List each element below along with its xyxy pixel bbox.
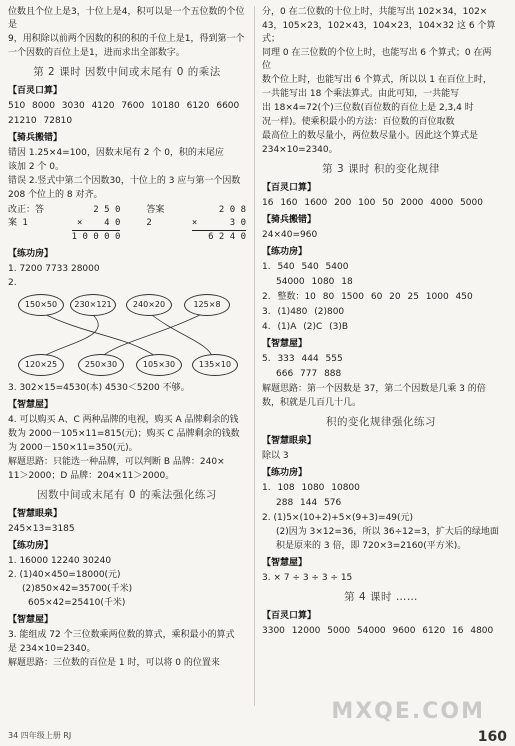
oval-top: 125×8: [184, 294, 230, 316]
answer-line: 666 777 888: [276, 369, 342, 379]
oval-top: 240×20: [126, 294, 172, 316]
column-divider: [254, 6, 255, 706]
section-oral-calc: 【智慧眼泉】: [8, 509, 63, 519]
right-column: [262, 6, 500, 640]
vcalc-mul: × 4 0: [77, 218, 121, 228]
vcalc-top: 2 0 8: [218, 205, 246, 215]
section-practice: 【练功房】: [8, 249, 54, 259]
answer-line: 2.: [8, 278, 17, 288]
oval-bottom: 105×30: [136, 354, 182, 376]
answer-line: 11＞2000；D 品牌：204×11＞2000。: [8, 471, 175, 481]
vcalc-result: 1 0 0 0 0: [71, 232, 121, 242]
answer-line: 1. 16000 12240 30240: [8, 556, 112, 566]
lesson-3-title: 第 3 课时 积的变化规律: [322, 163, 440, 175]
section-practice: 【练功房】: [262, 247, 308, 257]
section-wisdom: 【智慧屋】: [262, 558, 308, 568]
section-practice: 【练功房】: [8, 541, 54, 551]
answer-line: (2)850×42=35700(千米): [22, 584, 133, 594]
answer-line: 3. 302×15=4530(本) 4530＜5200 不够。: [8, 383, 190, 393]
answer-line: 为 2000－150×11=350(元)。: [8, 443, 138, 453]
text-line: 数个位上时，也能写出 6 个算式，所以以 1 在百位上时，: [262, 75, 492, 85]
answer-line: 2. (1)5×(10+2)+5×(9+3)=49(元): [262, 513, 414, 523]
intro-line: 一个因数的百位上是1，进而求出全部数字。: [8, 48, 185, 58]
section-wisdom: 【智慧屋】: [262, 339, 308, 349]
text-line: 出 18×4=72(个)三位数(百位数的百位上是 2,3,4 时: [262, 103, 474, 113]
section-practice: 【练功房】: [262, 468, 308, 478]
page-footer: 34 四年级上册 RJ: [8, 731, 72, 740]
matching-diagram: [8, 292, 246, 380]
fix-label: 答案 2: [146, 205, 165, 228]
watermark: MXQE.COM: [331, 699, 485, 724]
answer-line: 解题思路：三位数的百位是 1 时，可以将 0 的位置来: [8, 658, 220, 668]
answer-line: 数，积就是几百几十几。: [262, 398, 362, 408]
oval-bottom: 135×10: [192, 354, 238, 376]
section-oral-calc: 【智慧眼泉】: [262, 436, 317, 446]
answer-line: 1. 7200 7733 28000: [8, 264, 100, 274]
answer-line: 3. (1)480 (2)800: [262, 307, 345, 317]
answer-line: 是 234×10=2340。: [8, 644, 96, 654]
lesson-2-title: 第 2 课时 因数中间或末尾有 0 的乘法: [33, 66, 221, 78]
answer-line: (2)因为 3×12=36，所以 36÷12=3，扩大后的绿地面: [276, 527, 499, 537]
answer-line: 2. 整数：10 80 1500 60 20 25 1000 450: [262, 292, 473, 302]
vcalc-mul: × 3 0: [191, 218, 246, 228]
oval-bottom: 120×25: [18, 354, 64, 376]
answer-line: 3. × 7 ÷ 3 ÷ 3 ÷ 15: [262, 573, 353, 583]
lesson-4-title: 第 4 课时 ……: [344, 591, 418, 603]
text-line: 同理 0 在三位数的个位上时，也能写出 6 个算式；0 在两位: [262, 48, 492, 71]
text-line: 况一样)。使乘积最小的方法：百位数的百位取数: [262, 117, 455, 127]
practice-title: 积的变化规律强化练习: [326, 416, 436, 428]
answer-line: 4. (1)A (2)C (3)B: [262, 322, 349, 332]
answer-row: 16 160 1600 200 100 50 2000 4000 5000: [262, 198, 483, 208]
practice-title: 因数中间或末尾有 0 的乘法强化练习: [37, 489, 217, 501]
error-text: 错因 1.25×4=100，因数末尾有 2 个 0，积的末尾应: [8, 148, 224, 158]
answer-line: 1. 540 540 5400: [262, 262, 349, 272]
text-line: 一共能写出 18 个乘法算式。由此可知，一共能写: [262, 89, 460, 99]
section-oral-calc: 【百灵口算】: [8, 86, 63, 96]
answer-line: 2. (1)40×450=18000(元): [8, 570, 121, 580]
error-text: 208 个位上的 8 对齐。: [8, 190, 103, 200]
section-oral-calc: 【百灵口算】: [262, 611, 317, 621]
answer-line: 解题思路：第一个因数是 37，第二个因数是几乘 3 的倍: [262, 384, 486, 394]
oval-top: 230×121: [70, 294, 116, 316]
text-line: 234×10=2340。: [262, 145, 338, 155]
answer-line: 积是原来的 3 倍，即 720×3=2160(平方米)。: [276, 541, 467, 551]
answer-line: 4. 可以购买 A、C 两种品牌的电视，购买 A 品牌剩余的钱: [8, 415, 239, 425]
answer-row: 21210 72810: [8, 116, 73, 126]
section-error-fix: 【骑兵搬错】: [8, 133, 63, 143]
oval-bottom: 250×30: [78, 354, 124, 376]
left-column: [8, 6, 246, 671]
answer-line: 288 144 576: [276, 498, 342, 508]
answer-line: 1. 108 1080 10800: [262, 483, 360, 493]
page-number-logo: 160: [477, 729, 507, 745]
answer-row: 3300 12000 5000 54000 9600 6120 16 4800: [262, 626, 494, 636]
intro-line: 位数且个位上是3，十位上是4，积可以是一个五位数的个位是: [8, 7, 245, 30]
answer-line: 605×42=25410(千米): [28, 598, 126, 608]
answer-line: 54000 1080 18: [276, 277, 353, 287]
text-line: 43，105×23，102×43，104×23，104×32 这 6 个算式；: [262, 21, 496, 44]
answer-line: 245×13=3185: [8, 524, 75, 534]
vertical-calc-2: [192, 204, 246, 244]
answer-line: 3. 能组成 72 个三位数乘两位数的算式，乘积最小的算式: [8, 630, 235, 640]
intro-line: 9，用积除以前两个因数的积的积的千位上是1，得到第一个: [8, 34, 245, 44]
answer-row: 510 8000 3030 4120 7600 10180 6120 6600: [8, 101, 240, 111]
fix-label: 改正：答案 1: [8, 205, 45, 228]
section-wisdom: 【智慧屋】: [8, 400, 54, 410]
error-text: 该加 2 个 0。: [8, 162, 65, 172]
section-oral-calc: 【百灵口算】: [262, 183, 317, 193]
error-text: 错误 2.竖式中第二个因数30，十位上的 3 应与第一个因数: [8, 176, 241, 186]
answer-line: 24×40=960: [262, 230, 318, 240]
vertical-calc-1: [72, 204, 121, 244]
vertical-calculations: [8, 204, 246, 244]
section-error-fix: 【骑兵搬错】: [262, 215, 317, 225]
text-line: 分，0 在二位数的十位上时，共能写出 102×34，102×: [262, 7, 488, 17]
answer-line: 除以 3: [262, 451, 289, 461]
vcalc-top: 2 5 0: [93, 205, 121, 215]
vcalc-result: 6 2 4 0: [192, 230, 246, 244]
answer-line: 数为 2000－105×11=815(元)；购买 C 品牌剩余的钱数: [8, 429, 240, 439]
oval-top: 150×50: [18, 294, 64, 316]
answer-line: 5. 333 444 555: [262, 354, 343, 364]
text-line: 最高位上的数尽量小，两位数尽量小。因此这个算式是: [262, 131, 479, 141]
answer-line: 解题思路：只能选一种品牌，可以判断 B 品牌：240×: [8, 457, 225, 467]
section-wisdom: 【智慧屋】: [8, 615, 54, 625]
